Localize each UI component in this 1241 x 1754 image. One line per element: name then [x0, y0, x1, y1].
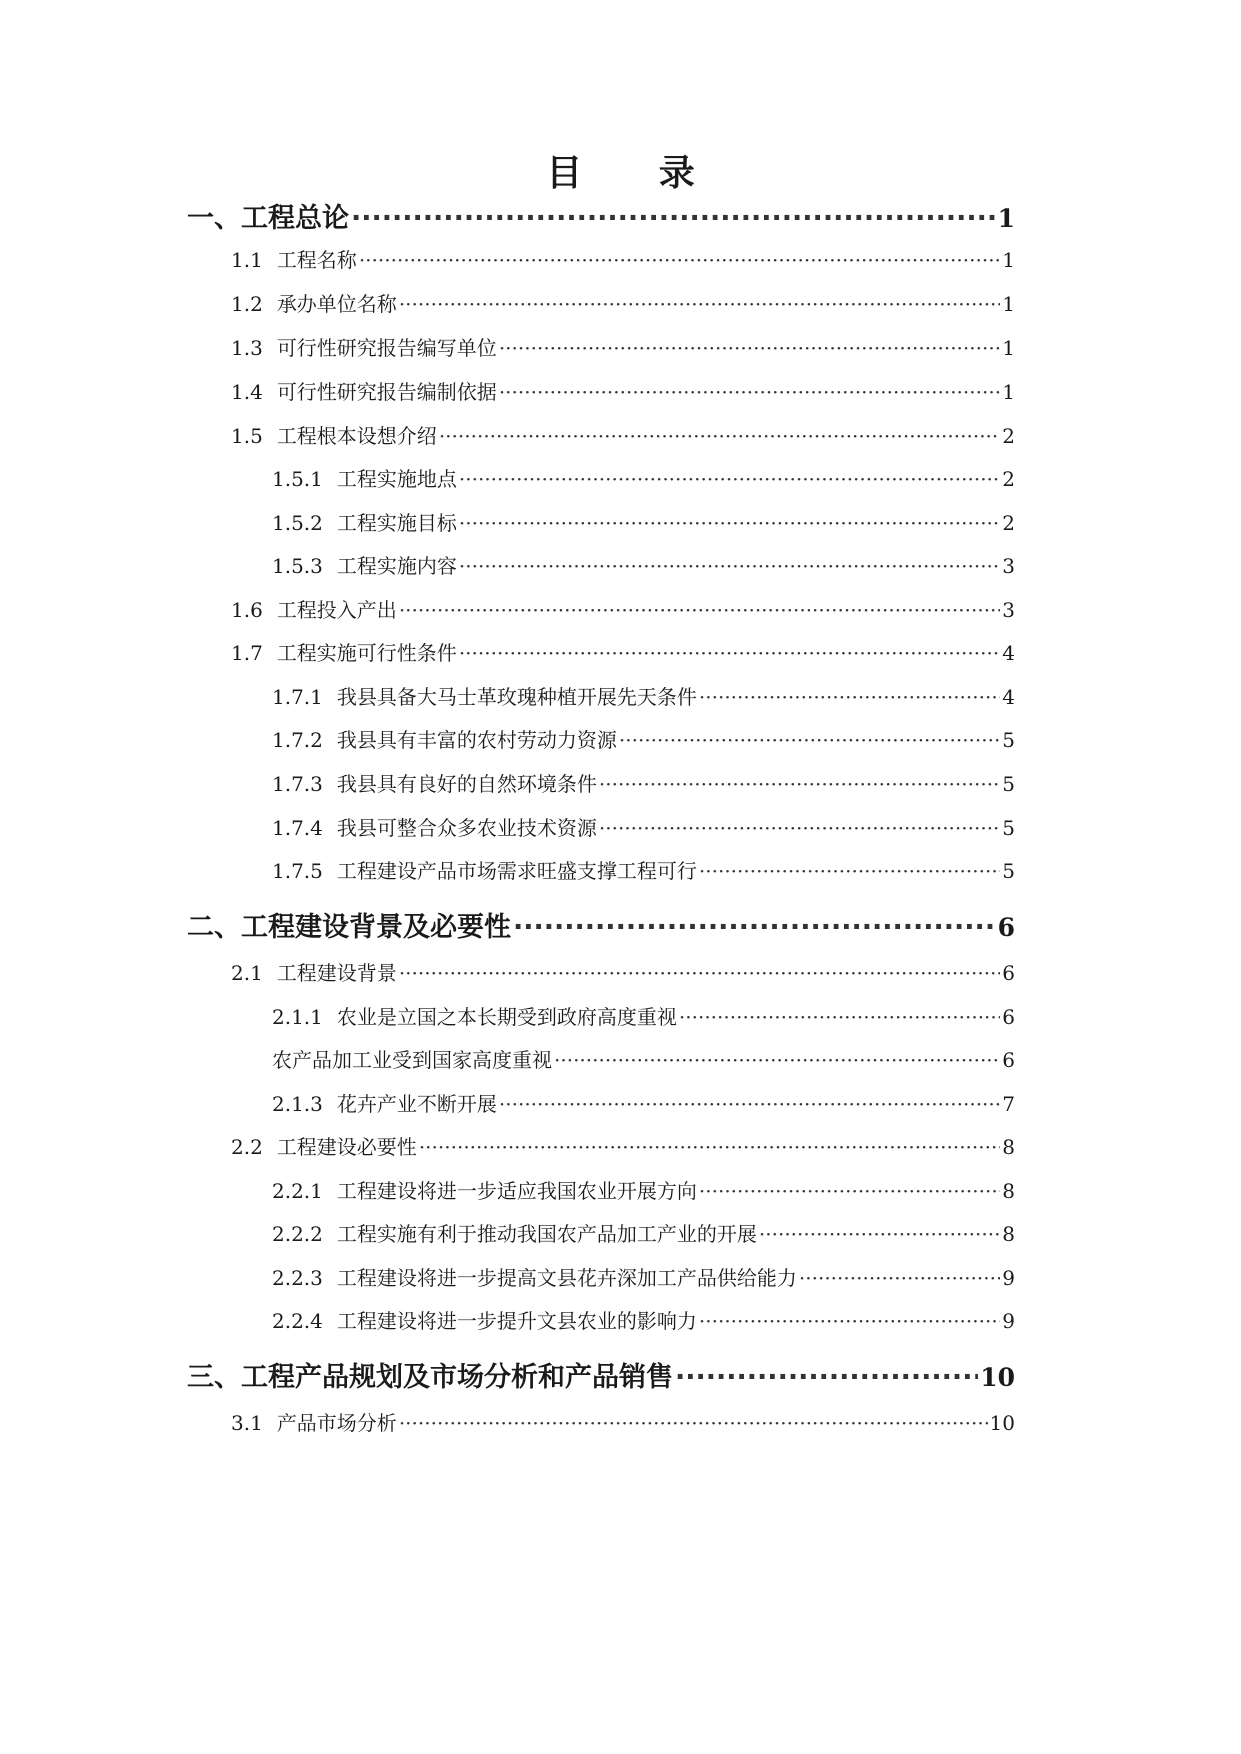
toc-page-number: 5	[1002, 816, 1015, 840]
toc-dot-leader	[351, 203, 996, 234]
toc-entry-number: 1.7.2	[272, 728, 323, 752]
toc-entry-number: 2.2.4	[272, 1309, 323, 1333]
toc-entry-number: 2.2.3	[272, 1266, 323, 1290]
toc-page-number: 2	[1002, 511, 1015, 535]
toc-subsection-entry[interactable]	[272, 550, 1015, 579]
toc-entry-number: 1.7	[231, 641, 263, 665]
toc-entry-title: 我县具备大马士革玫瑰种植开展先天条件	[336, 685, 697, 709]
toc-entry-number: 1.4	[231, 380, 263, 404]
toc-subsection-entry[interactable]	[272, 812, 1015, 841]
toc-page-number: 3	[1002, 598, 1015, 622]
toc-entry-title: 工程实施可行性条件	[276, 641, 457, 665]
toc-dot-leader	[439, 424, 1000, 448]
toc-entry-number: 1.5	[231, 424, 263, 448]
toc-section-entry[interactable]	[231, 637, 1015, 666]
toc-chapter-entry[interactable]	[187, 196, 1015, 235]
toc-entry-number: 2.1.3	[272, 1092, 323, 1116]
toc-dot-leader	[399, 1411, 988, 1435]
toc-page-number: 1	[997, 204, 1015, 233]
toc-entry-title: 我县具有丰富的农村劳动力资源	[336, 728, 617, 752]
toc-dot-leader	[675, 1362, 978, 1393]
toc-entry-number: 3.1	[231, 1411, 263, 1435]
toc-dot-leader	[699, 859, 1000, 883]
toc-subsection-entry[interactable]	[272, 1262, 1015, 1291]
toc-dot-leader	[513, 912, 996, 943]
toc-dot-leader	[599, 772, 1000, 796]
toc-entry-title: 工程投入产出	[276, 598, 397, 622]
toc-dot-leader	[759, 1222, 1000, 1246]
toc-section-entry[interactable]	[231, 376, 1015, 405]
toc-entry-title: 花卉产业不断开展	[336, 1092, 497, 1116]
toc-page-number: 1	[1002, 292, 1015, 316]
toc-entry-title: 可行性研究报告编制依据	[276, 380, 497, 404]
page-title: 目 录	[546, 153, 727, 194]
toc-entry-number: 1.6	[231, 598, 263, 622]
toc-page-number: 4	[1002, 685, 1015, 709]
toc-section-entry[interactable]	[231, 594, 1015, 623]
toc-entry-number: 1.7.4	[272, 816, 323, 840]
toc-entry-number: 2.1.1	[272, 1005, 323, 1029]
toc-entry-title: 工程实施有利于推动我国农产品加工产业的开展	[336, 1222, 757, 1246]
toc-page-number: 10	[980, 1363, 1015, 1392]
toc-entry-number: 1.5.3	[272, 554, 323, 578]
toc-page-number: 8	[1002, 1135, 1015, 1159]
toc-page-number: 10	[989, 1411, 1015, 1435]
toc-dot-leader	[554, 1048, 1000, 1072]
toc-subsection-entry[interactable]	[272, 1001, 1015, 1030]
toc-subsection-entry[interactable]	[272, 1175, 1015, 1204]
toc-entry-title: 工程实施地点	[336, 467, 457, 491]
toc-dot-leader	[459, 511, 1000, 535]
toc-dot-leader	[699, 1179, 1000, 1203]
toc-dot-leader	[679, 1005, 1000, 1029]
toc-dot-leader	[399, 598, 1000, 622]
toc-subsection-entry[interactable]	[272, 1305, 1015, 1334]
toc-section-entry[interactable]	[231, 332, 1015, 361]
toc-page-number: 9	[1002, 1266, 1015, 1290]
toc-entry-number: 1.7.1	[272, 685, 323, 709]
toc-subsection-entry[interactable]	[272, 1088, 1015, 1117]
toc-entry-title: 农产品加工业受到国家高度重视	[272, 1048, 552, 1072]
toc-entry-number: 1.5.1	[272, 467, 323, 491]
toc-dot-leader	[499, 336, 1000, 360]
toc-dot-leader	[599, 816, 1000, 840]
toc-dot-leader	[459, 641, 1000, 665]
toc-section-entry[interactable]	[231, 1407, 1015, 1436]
toc-dot-leader	[699, 685, 1000, 709]
toc-entry-title: 农业是立国之本长期受到政府高度重视	[336, 1005, 677, 1029]
toc-entry-title: 我县可整合众多农业技术资源	[336, 816, 597, 840]
toc-entry-number: 1.5.2	[272, 511, 323, 535]
toc-entry-title: 承办单位名称	[276, 292, 397, 316]
toc-page-number: 5	[1002, 728, 1015, 752]
toc-dot-leader	[799, 1266, 1000, 1290]
toc-entry-number: 1.2	[231, 292, 263, 316]
toc-page-number: 1	[1002, 336, 1015, 360]
toc-dot-leader	[699, 1309, 1000, 1333]
toc-page-number: 1	[1002, 380, 1015, 404]
toc-dot-leader	[459, 467, 1000, 491]
toc-dot-leader	[399, 292, 1000, 316]
toc-entry-title: 工程名称	[276, 248, 357, 272]
toc-entry-title: 工程建设背景	[276, 961, 397, 985]
toc-entry-number: 1.7.3	[272, 772, 323, 796]
toc-entry-title: 工程实施目标	[336, 511, 457, 535]
toc-dot-leader	[399, 961, 1000, 985]
toc-entry-number: 1.7.5	[272, 859, 323, 883]
toc-entry-number: 1.1	[231, 248, 263, 272]
toc-entry-title: 工程根本设想介绍	[276, 424, 437, 448]
toc-dot-leader	[419, 1135, 1000, 1159]
toc-dot-leader	[359, 248, 1000, 272]
toc-page-number: 5	[1002, 859, 1015, 883]
toc-section-entry[interactable]	[231, 420, 1015, 449]
toc-page-number: 2	[1002, 424, 1015, 448]
toc-subsection-entry[interactable]	[272, 1218, 1015, 1247]
toc-entry-number: 1.3	[231, 336, 263, 360]
toc-page-number: 5	[1002, 772, 1015, 796]
toc-entry-number: 2.2.2	[272, 1222, 323, 1246]
toc-page-number: 6	[1002, 1005, 1015, 1029]
toc-page-number: 1	[1002, 248, 1015, 272]
toc-page-number: 2	[1002, 467, 1015, 491]
toc-chapter-entry[interactable]	[187, 905, 1015, 944]
toc-entry-number: 2.2	[231, 1135, 263, 1159]
toc-page-number: 4	[1002, 641, 1015, 665]
toc-subsection-entry[interactable]	[272, 681, 1015, 710]
toc-section-entry[interactable]	[231, 288, 1015, 317]
toc-page-number: 7	[1002, 1092, 1015, 1116]
toc-subsection-entry[interactable]	[272, 855, 1015, 884]
toc-subsection-entry[interactable]	[272, 463, 1015, 492]
toc-dot-leader	[499, 380, 1000, 404]
toc-page-number: 3	[1002, 554, 1015, 578]
toc-entry-title: 我县具有良好的自然环境条件	[336, 772, 597, 796]
toc-section-entry[interactable]	[231, 244, 1015, 273]
toc-entry-title: 工程建设产品市场需求旺盛支撑工程可行	[336, 859, 697, 883]
toc-chapter-entry[interactable]	[187, 1355, 1015, 1394]
toc-entry-number: 2.2.1	[272, 1179, 323, 1203]
toc-entry-title: 工程建设必要性	[276, 1135, 417, 1159]
toc-entry-title: 工程建设将进一步提高文县花卉深加工产品供给能力	[336, 1266, 797, 1290]
toc-page-number: 8	[1002, 1222, 1015, 1246]
toc-subsection-entry[interactable]	[272, 1044, 1015, 1073]
toc-dot-leader	[499, 1092, 1000, 1116]
toc-section-entry[interactable]	[231, 1131, 1015, 1160]
toc-section-entry[interactable]	[231, 957, 1015, 986]
toc-page-number: 6	[1002, 1048, 1015, 1072]
toc-entry-title: 工程实施内容	[336, 554, 457, 578]
toc-entry-title: 工程建设将进一步提升文县农业的影响力	[336, 1309, 697, 1333]
toc-page-number: 9	[1002, 1309, 1015, 1333]
toc-entry-number: 2.1	[231, 961, 263, 985]
toc-entry-title: 可行性研究报告编写单位	[276, 336, 497, 360]
toc-entry-title: 二、工程建设背景及必要性	[187, 912, 511, 943]
toc-subsection-entry[interactable]	[272, 768, 1015, 797]
toc-subsection-entry[interactable]	[272, 507, 1015, 536]
toc-page-number: 6	[1002, 961, 1015, 985]
toc-entry-title: 三、工程产品规划及市场分析和产品销售	[187, 1362, 673, 1393]
toc-entry-title: 工程建设将进一步适应我国农业开展方向	[336, 1179, 697, 1203]
toc-dot-leader	[459, 554, 1000, 578]
toc-page-number: 8	[1002, 1179, 1015, 1203]
toc-page-number: 6	[997, 913, 1015, 942]
toc-entry-title: 一、工程总论	[187, 203, 349, 234]
toc-entry-title: 产品市场分析	[276, 1411, 397, 1435]
toc-dot-leader	[619, 728, 1000, 752]
toc-subsection-entry[interactable]	[272, 724, 1015, 753]
